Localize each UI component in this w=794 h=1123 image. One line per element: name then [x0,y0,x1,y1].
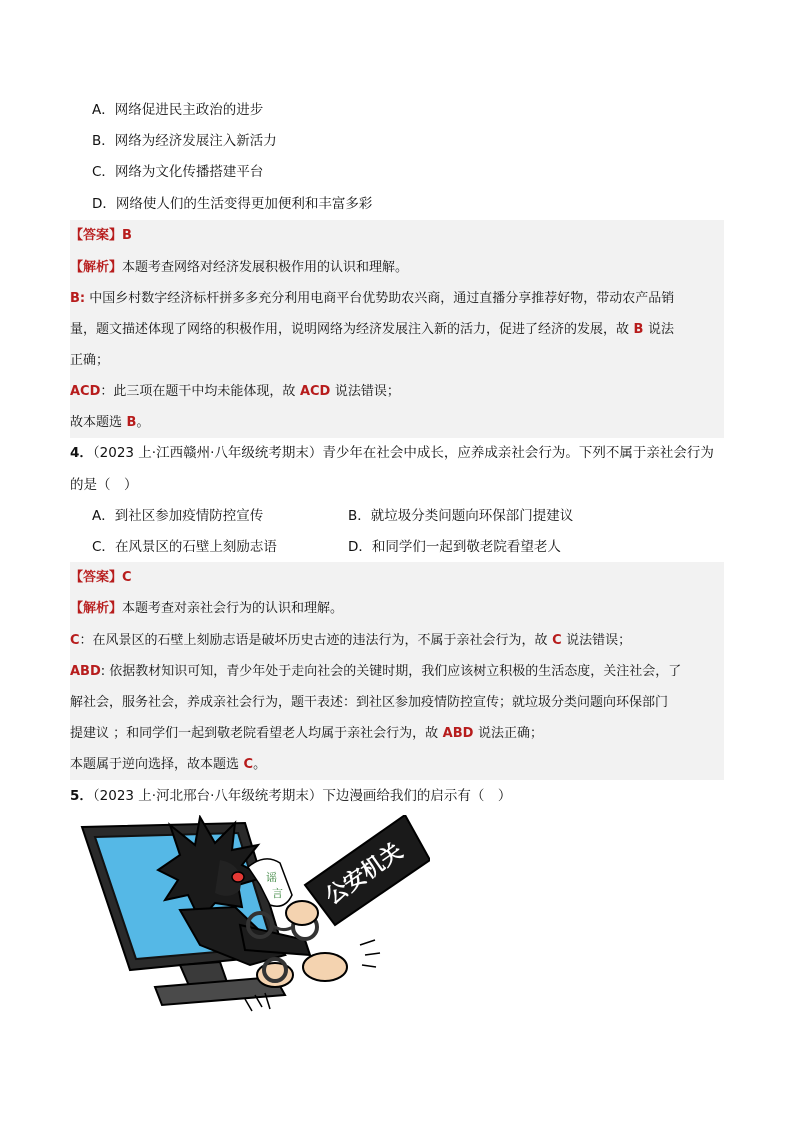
q4-option-a: A．到社区参加疫情防控宣传 [92,508,264,524]
q4-analysis-abd-line1: ABD: 依据教材知识可知，青少年处于走向社会的关键时期，我们应该树立积极的生活态度，关注社会，了 [70,664,682,679]
q4-analysis-c-line: C：在风景区的石壁上刻励志语是破坏历史古迹的违法行为，不属于亲社会行为，故 C 说法错误； [70,633,632,648]
answer-block-prev [70,220,724,438]
q4-answer-line: 【答案】C [70,570,132,585]
answer-line: 【答案】B [70,228,132,243]
mouth-icon [232,872,244,882]
conclusion-line: 故本题选 B。 [70,415,150,430]
police-hand-icon [286,901,318,925]
answer-block-q4 [70,562,724,780]
option-d: D．网络使人们的生活变得更加便利和丰富多彩 [92,196,373,212]
q4-option-c: C．在风景区的石壁上刻励志语 [92,539,277,555]
hand-icon [303,953,347,981]
bubble-char-2: 言 [272,887,283,900]
analysis-b-line1: B: 中国乡村数字经济标杆拼多多充分利用电商平台优势助农兴商，通过直播分享推荐好物，带动农产品销 [70,291,675,306]
q4-analysis-line: 【解析】本题考查对亲社会行为的认识和理解。 [70,601,344,616]
q4-stem-line1: 4．（2023 上·江西赣州·八年级统考期末）青少年在社会中成长，应养成亲社会行为。下列不属于亲社会行为 [70,445,714,461]
analysis-b-line2: 量，题文描述体现了网络的积极作用，说明网络为经济发展注入新的活力，促进了经济的发展，故 B 说法 [70,322,674,337]
option-c: C．网络为文化传播搭建平台 [92,164,264,180]
bubble-char-1: 谣 [266,871,277,884]
analysis-line: 【解析】本题考查网络对经济发展积极作用的认识和理解。 [70,260,409,275]
q4-conclusion-line: 本题属于逆向选择，故本题选 C。 [70,757,267,772]
analysis-b-line3: 正确； [70,353,110,368]
analysis-acd-line: ACD：此三项在题干中均未能体现，故 ACD 说法错误； [70,384,400,399]
q4-option-d: D．和同学们一起到敬老院看望老人 [348,539,561,555]
q4-analysis-abd-line2: 解社会，服务社会，养成亲社会行为，题干表述：到社区参加疫情防控宣传；就垃圾分类问题向环保部门 [70,695,669,710]
cartoon-svg [70,815,430,1020]
q5-stem: 5．（2023 上·河北邢台·八年级统考期末）下边漫画给我们的启示有（ ） [70,788,512,804]
q4-stem-line2: 的是（ ） [70,477,138,493]
option-a: A．网络促进民主政治的进步 [92,102,264,118]
q4-option-b: B．就垃圾分类问题向环保部门提建议 [348,508,574,524]
hand-icon [257,963,293,987]
motion-lines [360,940,380,967]
sleeve-text: 公安机关 [321,838,408,910]
option-b: B．网络为经济发展注入新活力 [92,133,277,149]
q4-analysis-abd-line3: 提建议 ；和同学们一起到敬老院看望老人均属于亲社会行为，故 ABD 说法正确； [70,726,543,741]
cartoon-illustration [70,815,430,1020]
